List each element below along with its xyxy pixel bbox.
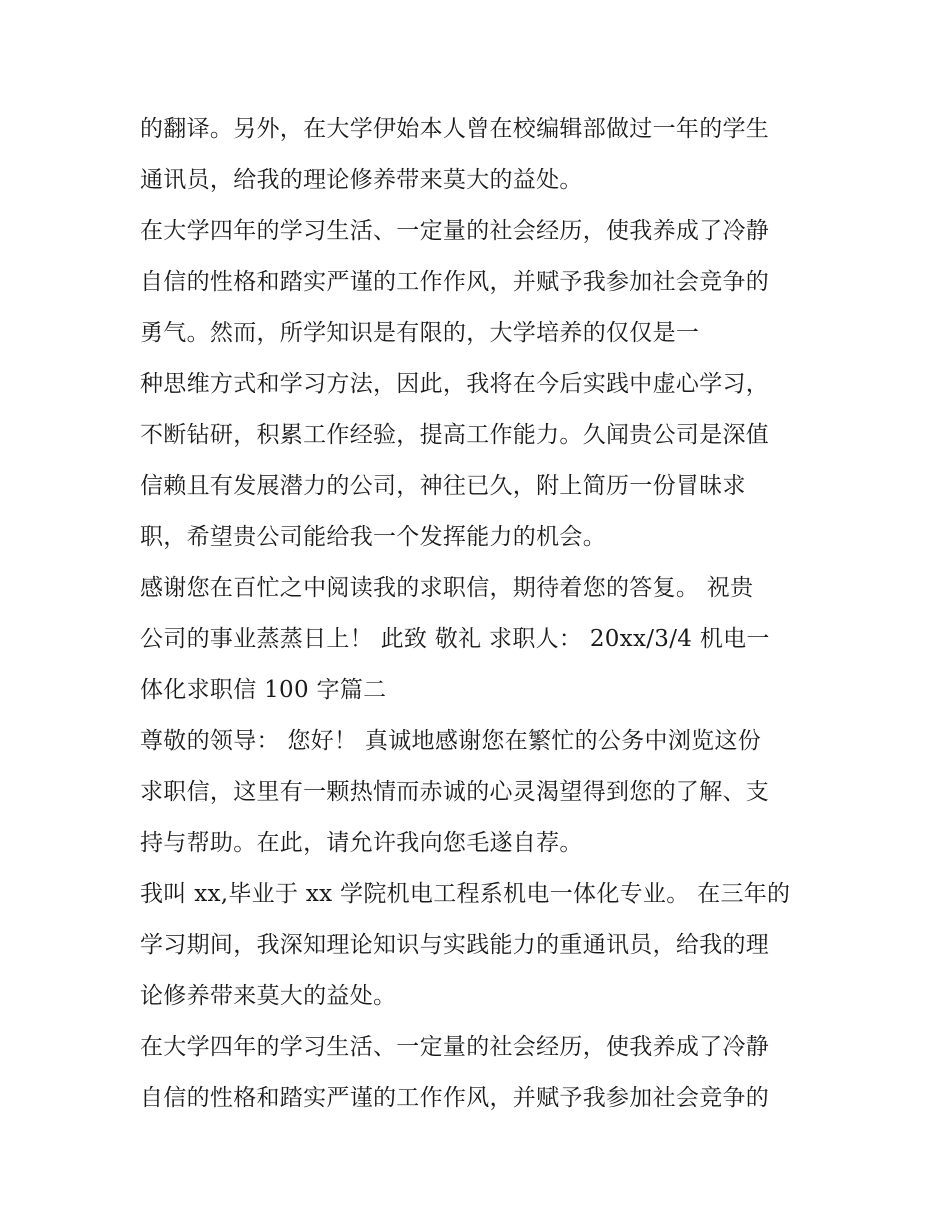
- text-line: 论修养带来莫大的益处。: [140, 983, 397, 1009]
- document-body: [140, 104, 820, 1124]
- text-line: 在大学四年的学习生活、一定量的社会经历，使我养成了冷静: [140, 218, 770, 244]
- text-line: 自信的性格和踏实严谨的工作作风，并赋予我参加社会竞争的: [140, 1085, 770, 1111]
- text-line: 种思维方式和学习方法，因此，我将在今后实践中虚心学习，: [140, 371, 770, 397]
- text-line: 尊敬的领导： 您好！ 真诚地感谢您在繁忙的公务中浏览这份: [140, 728, 762, 754]
- text-line: 公司的事业蒸蒸日上！ 此致 敬礼 求职人： 20xx/3/4 机电一: [140, 626, 770, 652]
- text-line: 通讯员，给我的理论修养带来莫大的益处。: [140, 167, 583, 193]
- text-line: 学习期间，我深知理论知识与实践能力的重通讯员，给我的理: [140, 932, 770, 958]
- text-line: 的翻译。另外，在大学伊始本人曾在校编辑部做过一年的学生: [140, 116, 770, 142]
- text-line: 持与帮助。在此，请允许我向您毛遂自荐。: [140, 830, 583, 856]
- text-line: 感谢您在百忙之中阅读我的求职信，期待着您的答复。 祝贵: [140, 575, 754, 601]
- text-line: 信赖且有发展潜力的公司，神往已久，附上简历一份冒昧求: [140, 473, 746, 499]
- text-line: 求职信，这里有一颗热情而赤诚的心灵渴望得到您的了解、支: [140, 779, 770, 805]
- text-line: 在大学四年的学习生活、一定量的社会经历，使我养成了冷静: [140, 1034, 770, 1060]
- text-line: 不断钻研，积累工作经验，提高工作能力。久闻贵公司是深值: [140, 422, 770, 448]
- text-line: 勇气。然而，所学知识是有限的，大学培养的仅仅是一: [140, 320, 700, 346]
- text-line: 我叫 xx,毕业于 xx 学院机电工程系机电一体化专业。 在三年的: [140, 881, 791, 907]
- text-line: 职，希望贵公司能给我一个发挥能力的机会。: [140, 524, 606, 550]
- text-line: 自信的性格和踏实严谨的工作作风，并赋予我参加社会竞争的: [140, 269, 770, 295]
- section-heading: 体化求职信 100 字篇二: [140, 677, 387, 703]
